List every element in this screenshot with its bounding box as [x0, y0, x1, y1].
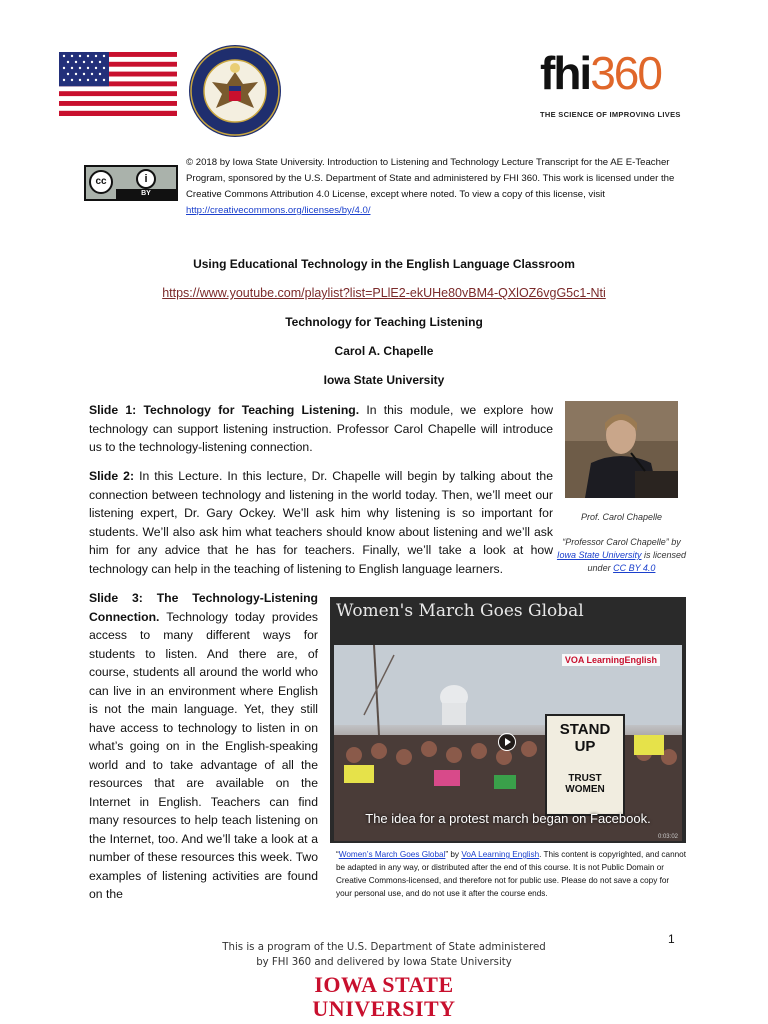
photo-credit-quote: “Professor Carol Chapelle”	[562, 537, 669, 547]
protest-sign-2: TRUST WOMEN	[565, 773, 605, 795]
fhi-logo-part1: fhi	[540, 47, 591, 99]
author-affiliation: Iowa State University	[323, 373, 445, 387]
video-title-link[interactable]: Women’s March Goes Global	[338, 850, 446, 859]
isu-logo-line-1: IOWA STATE	[314, 972, 454, 997]
video-player[interactable]	[330, 597, 686, 843]
voa-link[interactable]: VoA Learning English	[461, 850, 540, 859]
us-flag-logo	[59, 52, 177, 116]
voa-logo: VOA LearningEnglish	[562, 654, 660, 666]
copyright-note: . This content is copyrighted, and cannot be adapted in any way, or distributed after the end of this course. It is not Public Domain or Creative Commons-licensed, and therefore not for public use. Please do not save a copy for your personal use, and do not use it after the course ends.	[336, 850, 687, 898]
slide3-body: Technology today provides access to many different ways for students to listen. And there are, of course, students all around the world who can live in an environment where English is not the main language. Yet, they still have access to technology to listen in on what’s going on in the English-speaking world and to take advantage of all the resources that are available on the Internet in English. Teachers can find many resources to help teach listening on the Internet, too. And we’ll take a look at a number of these resources this week. Two examples of listening activities are found on the	[89, 609, 318, 901]
slide3-heading: Slide 3: The Technology-Listening Connection.	[89, 591, 318, 624]
copyright-notice	[186, 155, 686, 219]
slide1-body: In this module, we explore how technology can support listening instruction. Professor Carol Chapelle will introduce us to the technology-listening connection.	[89, 403, 553, 454]
play-button-icon[interactable]	[498, 733, 516, 751]
copyright-text: © 2018 by Iowa State University. Introduction to Listening and Technology Lecture Transcript for the AE E-Teacher Program, sponsored by the U.S. Department of State and administered by FHI 360. This work is licensed under the Creative Commons Attribution 4.0 License, except where noted. To view a copy of this license, visit	[186, 157, 675, 200]
protest-sign-1: STAND UP	[559, 721, 611, 755]
playlist-link[interactable]: https://www.youtube.com/playlist?list=PLlE2-ekUHe80vBM4-QXlOZ6vgG5c1-Nti	[162, 286, 606, 300]
cc-icon: cc	[89, 170, 113, 194]
isu-logo-line-2: UNIVERSITY	[312, 996, 456, 1021]
page-number: 1	[668, 932, 675, 946]
slide2-body: In this Lecture. In this lecture, Dr. Chapelle will begin by talking about the connection between technology and listening in the world today. Then, we’ll meet our listening expert, Dr. Gary Ockey. We’ll ask him why listening is so important for students. We’ll also ask him what teachers should know about listening and we’ll ask him for any advice that he has for teachers. Finally, we’ll take a look at how technology can help in the teaching of listening to English language learners.	[89, 469, 553, 576]
lecture-title: Technology for Teaching Listening	[285, 315, 483, 329]
footer-line-2: by FHI 360 and delivered by Iowa State University	[256, 957, 512, 968]
slide1-paragraph	[89, 401, 553, 457]
video-frame[interactable]	[334, 645, 682, 841]
professor-photo	[565, 401, 678, 498]
department-of-state-seal	[188, 44, 282, 138]
slide3-paragraph	[89, 589, 318, 904]
fhi360-logo	[540, 47, 690, 120]
video-time: 0:03:02	[657, 834, 678, 840]
iowa-state-link[interactable]: Iowa State University	[556, 550, 642, 560]
footer-line-1: This is a program of the U.S. Department of State administered	[222, 942, 546, 953]
video-title: Women's March Goes Global	[336, 601, 584, 621]
slide2-heading: Slide 2:	[89, 469, 135, 483]
attribution-person-icon: i	[136, 169, 156, 189]
photo-credit: “Professor Carol Chapelle” by Iowa State University is licensed under CC BY 4.0	[556, 537, 687, 573]
video-caption: “Women’s March Goes Global” by VoA Learning English. This content is copyrighted, and cannot be adapted in any way, or distributed after the end of this course. It is not Public Domain or Creative Commons-licensed, and therefore not for public use. Please do not save a copy for your personal use, and do not use it after the course ends.	[336, 850, 687, 898]
slide1-heading: Slide 1: Technology for Teaching Listening.	[89, 403, 360, 417]
slide2-paragraph	[89, 467, 553, 578]
photo-label: Prof. Carol Chapelle	[580, 512, 663, 522]
fhi-logo-part2: 360	[590, 47, 661, 99]
video-subtitle: The idea for a protest march began on Facebook.	[365, 811, 651, 826]
fhi-tagline: THE SCIENCE OF IMPROVING LIVES	[540, 110, 681, 119]
course-title: Using Educational Technology in the English Language Classroom	[193, 257, 575, 271]
author-name: Carol A. Chapelle	[334, 344, 434, 358]
cc-by-badge[interactable]	[84, 165, 178, 201]
license-link[interactable]: http://creativecommons.org/licenses/by/4.0/	[186, 205, 371, 216]
cc-by-link[interactable]: CC BY 4.0	[613, 563, 656, 573]
cc-by-label: BY	[141, 190, 151, 197]
